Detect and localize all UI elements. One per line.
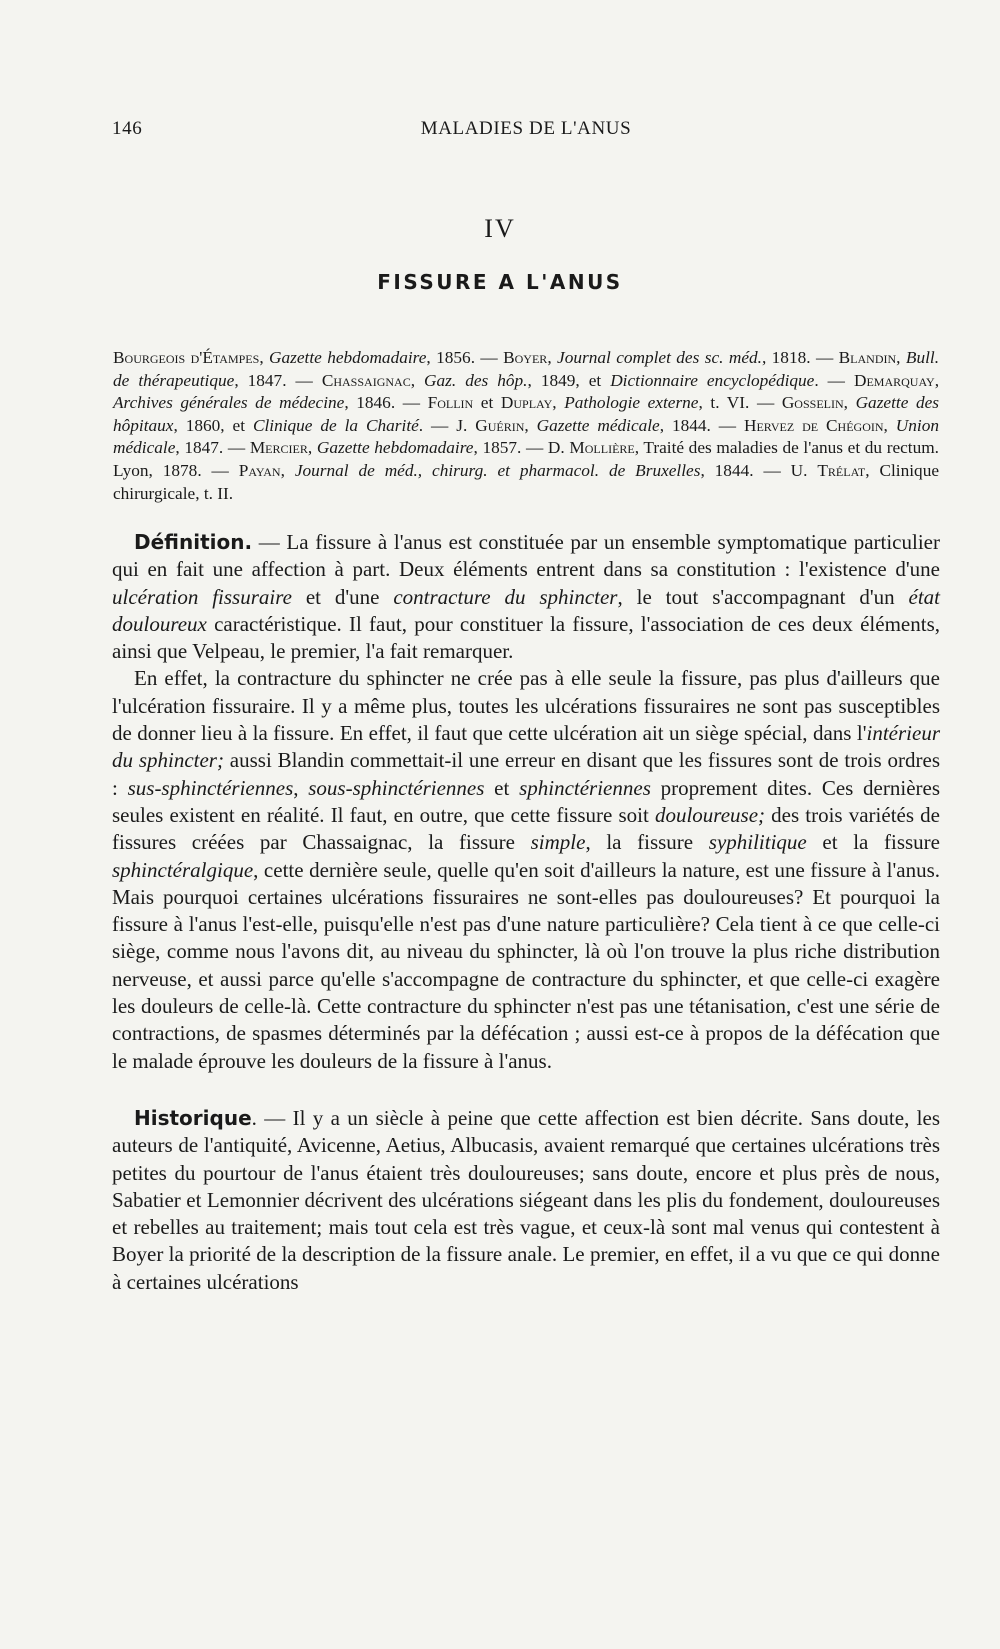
journal: Clinique de la Charité [252,415,419,435]
emphasis: sus-sphinctériennes [127,775,294,800]
text: et d'une [291,584,394,609]
journal: Archives générales de médecine [113,393,345,413]
text: , [552,393,565,413]
text: et la fissure [806,830,940,855]
emphasis: sphinctéralgique [112,857,254,882]
text: , 1860, et [173,415,253,435]
bibliography [113,347,939,505]
text: . — Il y a un siècle à peine que cette affection est bien décrite. Sans doute, les auteurs de l'antiquité, Avicenne, Aetius, Albucasis, avaient remarqué que certaines ulcérations très petites du pourtour de l'anus étaient très douloureuses; sans doute, encore et plus près de nous, Sabatier et Lemonnier décrivent des ulcérations siégeant dans les plis du fondement, douloureuses et rebelles au traitement; mais tout cela est très vague, et ceux-là sont mal venus qui contestent à Boyer la priorité de la description de la fissure anale. Le premier, en effet, il a vu que ce qui donne à certaines ulcérations [112,1105,940,1294]
journal: Gazette hebdomadaire [316,438,474,458]
chapter-title: FISSURE A L'ANUS [377,270,623,294]
text: , [896,348,906,367]
author: Chassaignac [321,370,411,390]
bibliography-paragraph [113,347,939,505]
emphasis: contracture du sphincter [393,584,618,609]
author: Guérin [475,415,525,435]
text: des trois variétés de fissures créées par Chassaignac, la fissure [112,802,940,855]
author: Blandin [838,348,897,367]
text: , [307,438,317,458]
text: , t. VI. — [698,393,782,413]
text: , 1846. — [344,393,428,413]
text: , cette dernière seule, quelle qu'en soit d'ailleurs la nature, est une fissure à l'anus. Mais pourquoi certaines ulcérations fissuraires ne sont-elles pas douloureuses? Et pourquoi la fissure à l'anus l'est-elle, puisqu'elle n'est pas d'une nature particulière? Cela tient à ce que celle-ci siège, comme nous l'avons dit, au niveau du sphincter, là où l'on trouve la plus riche distribution nerveuse, et aussi parce qu'elle s'accompagne de contracture du sphincter, et que celle-ci exagère les douleurs de celle-là. Cette contracture du sphincter n'est pas une tétanisation, c'est une série de contractions, de spasmes déterminés par la défécation ; aussi est-ce à propos de la défécation que le malade éprouve les douleurs de la fissure à l'anus. [112,857,940,1073]
author: Boyer [503,348,548,367]
text: , [410,370,425,390]
text: , Traité des maladies de l'anus et du rectum. Lyon, 1878. — [113,438,939,480]
text: , [280,460,295,480]
author: Bourgeois d'Étampes [113,348,260,367]
author: Trélat [817,460,866,480]
author: Demarquay [853,370,935,390]
emphasis: simple [530,830,586,855]
text: , 1844. — U. [700,460,818,480]
text: , 1856. — [426,348,504,367]
author: Duplay [500,393,553,413]
running-head [112,118,940,142]
journal: Dictionnaire encyclopédique [610,370,815,390]
text: , 1849, et [527,370,611,390]
text: , [524,415,537,435]
section-heading: Historique [134,1105,252,1130]
emphasis: douloureuse; [654,802,766,827]
text: , Clinique chirurgicale, t. II. [113,460,939,503]
journal: Union médicale [113,415,939,458]
text: caractéristique. Il faut, pour constituer la fissure, l'association de ces deux éléments, ainsi que Velpeau, le premier, l'a fait remarquer. [112,611,940,664]
text: , le tout s'accompagnant d'un [617,584,909,609]
author: Mercier [249,438,308,458]
journal: Journal complet des sc. méd. [557,348,762,367]
emphasis: intérieur du sphincter; [112,721,940,773]
text: . — [814,370,854,390]
text: En effet, la contracture du sphincter ne crée pas à elle seule la fissure, pas plus d'ailleurs que l'ulcération fissuraire. Il y a même plus, toutes les ulcérations fissuraires ne sont pas susceptibles de donner lieu à la fissure. En effet, il faut que cette ulcération ait un siège spécial, dans l' [112,666,940,746]
emphasis: ulcération fissuraire [112,584,292,609]
text: et [473,393,501,413]
text: , [547,348,558,367]
text: proprement dites. Ces dernières seules existent en réalité. Il faut, en outre, que cette fissure soit [112,775,941,827]
body-paragraph [112,665,940,1074]
author: Payan [238,460,281,480]
text: et [484,775,520,800]
text: , 1818. — [761,348,839,367]
author: Hervez de Chégoin [744,415,884,435]
journal: Pathologie externe [564,393,699,413]
journal: Gazette hebdomadaire [269,348,427,367]
running-title: MALADIES DE L'ANUS [420,118,632,139]
page-number: 146 [112,118,143,139]
text: , 1857. — D. [473,438,570,458]
body-text [112,529,940,1296]
journal: Bull. de thérapeutique [113,348,940,390]
emphasis: sous-sphinctériennes [308,775,485,800]
text: . — J. [418,415,476,435]
text: , [883,415,896,435]
text: , 1847. — [234,370,322,390]
text: , [934,370,940,390]
text: aussi Blandin commettait-il une erreur en disant que les fissures sont de trois ordres : [112,748,940,800]
author: Follin [427,393,474,413]
definition-paragraph [112,529,940,665]
text: , la fissure [585,830,709,855]
text: , [843,393,856,413]
chapter-number: IV [484,214,516,243]
journal: Gazette médicale [536,415,660,435]
emphasis: syphilitique [708,830,807,855]
text: , [259,348,270,367]
text: , [293,775,309,800]
journal: Gaz. des hôp. [424,370,528,390]
emphasis: état douloureux [112,584,940,636]
journal: Gazette des hôpitaux [113,393,939,435]
text: , 1844. — [659,415,744,435]
section-heading: Définition. [134,530,253,554]
text: , 1847. — [175,438,250,458]
historique-paragraph [112,1105,940,1296]
author: Mollière [569,438,635,458]
journal: Journal de méd., chirurg. et pharmacol. de Bruxelles [294,460,701,480]
emphasis: sphinctériennes [519,775,651,800]
text: — La fissure à l'anus est constituée par un ensemble symptomatique particulier qui en fait une affection à part. Deux éléments entrent dans sa constitution : l'existence d'une [112,530,940,582]
author: Gosselin [781,393,844,413]
